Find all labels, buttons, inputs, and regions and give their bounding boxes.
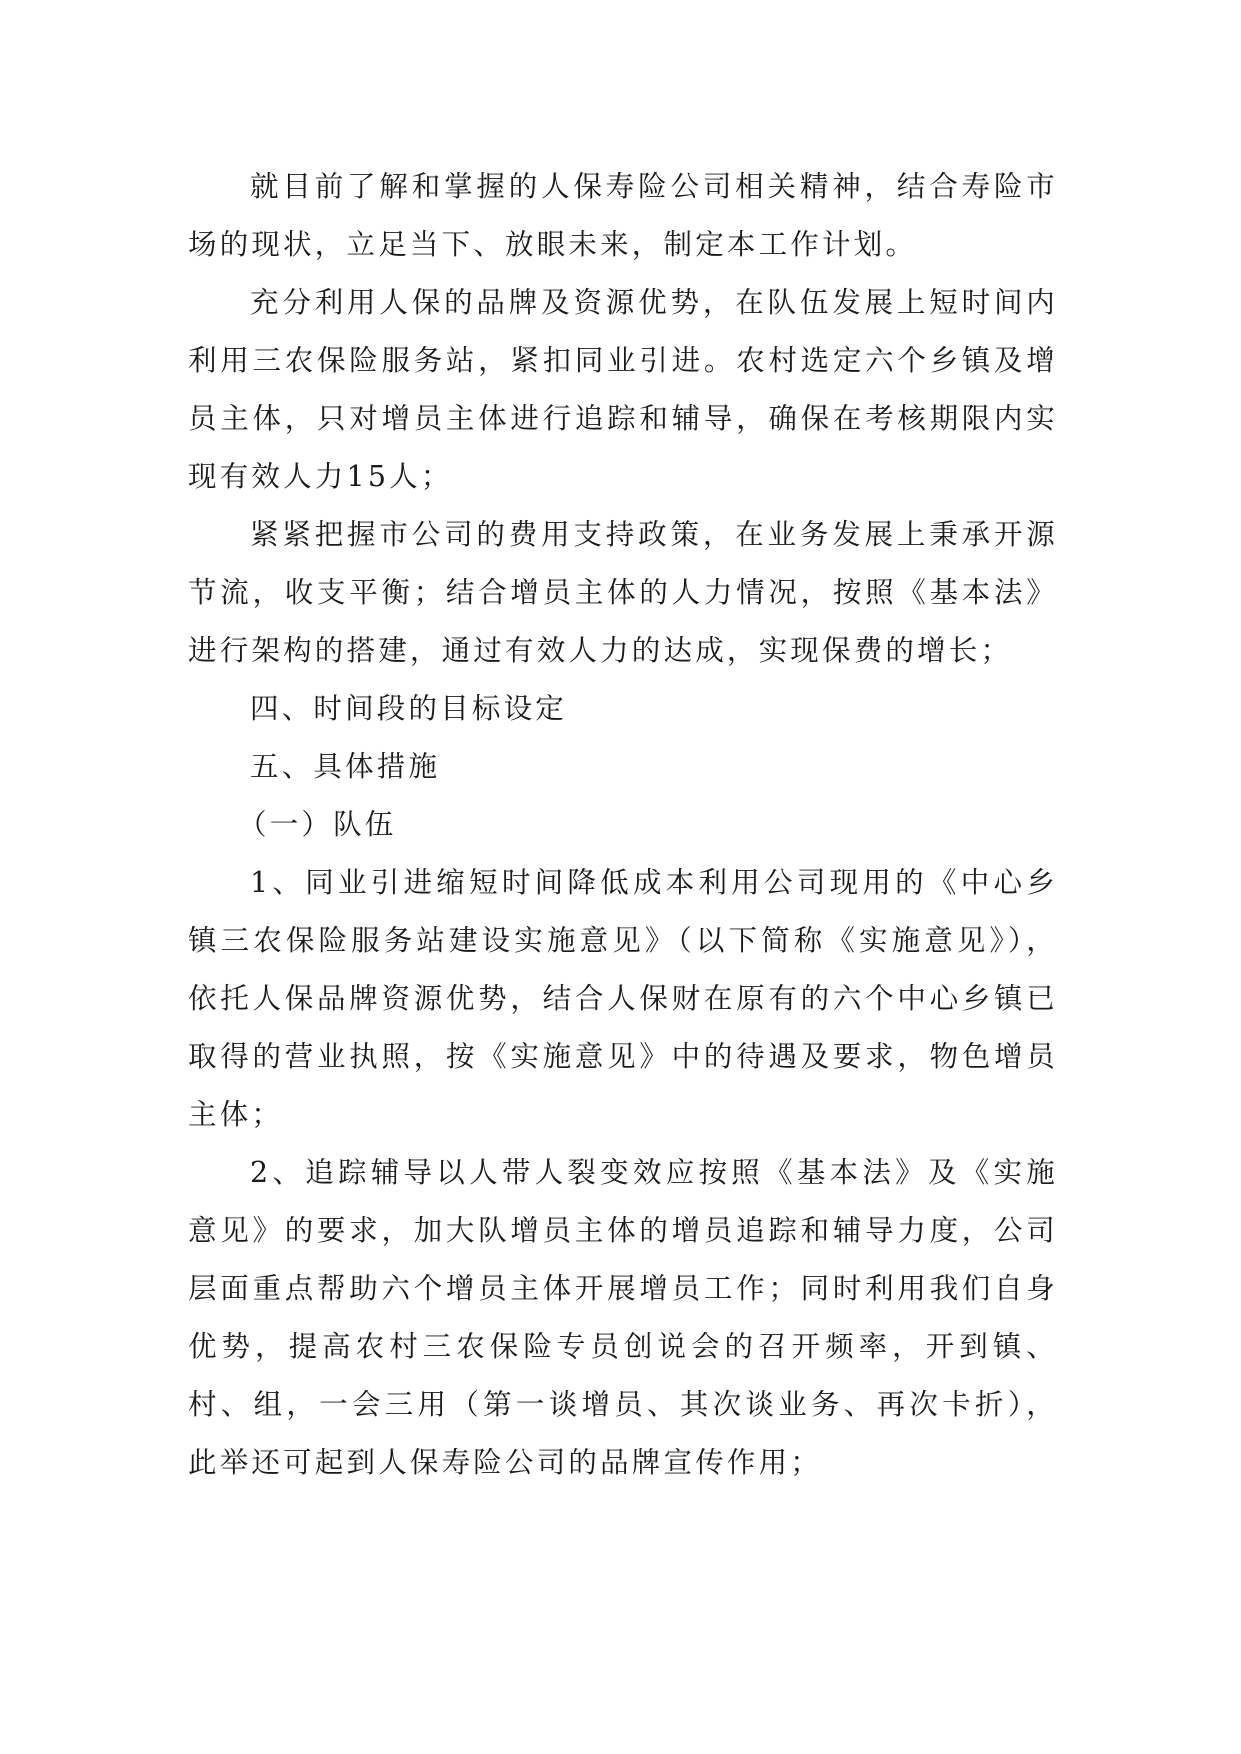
paragraph-intro: 就目前了解和掌握的人保寿险公司相关精神，结合寿险市场的现状，立足当下、放眼未来，制定本工作计划。 bbox=[188, 170, 1058, 261]
paragraph-team-development: 充分利用人保的品牌及资源优势，在队伍发展上短时间内利用三农保险服务站，紧扣同业引进。农村选定六个乡镇及增员主体，只对增员主体进行追踪和辅导，确保在考核期限内实现有效人力15人； bbox=[188, 286, 1058, 493]
list-item-peer-recruitment: 1、同业引进缩短时间降低成本利用公司现用的《中心乡镇三农保险服务站建设实施意见》（以下简称《实施意见》），依托人保品牌资源优势，结合人保财在原有的六个中心乡镇已取得的营业执照，按《实施意见》中的待遇及要求，物色增员主体； bbox=[188, 866, 1058, 1131]
subsection-heading-team: （一）队伍 bbox=[238, 808, 397, 841]
document-body bbox=[188, 158, 1058, 1492]
list-item-tracking-coaching: 2、追踪辅导以人带人裂变效应按照《基本法》及《实施意见》的要求，加大队增员主体的增员追踪和辅导力度，公司层面重点帮助六个增员主体开展增员工作；同时利用我们自身优势，提高农村三农保险专员创说会的召开频率，开到镇、村、组，一会三用（第一谈增员、其次谈业务、再次卡折），此举还可起到人保寿险公司的品牌宣传作用； bbox=[188, 1156, 1058, 1479]
section-heading-measures: 五、具体措施 bbox=[250, 750, 441, 783]
section-heading-goals: 四、时间段的目标设定 bbox=[250, 692, 568, 725]
paragraph-business-development: 紧紧把握市公司的费用支持政策，在业务发展上秉承开源节流，收支平衡；结合增员主体的人力情况，按照《基本法》进行架构的搭建，通过有效人力的达成，实现保费的增长； bbox=[188, 518, 1058, 667]
